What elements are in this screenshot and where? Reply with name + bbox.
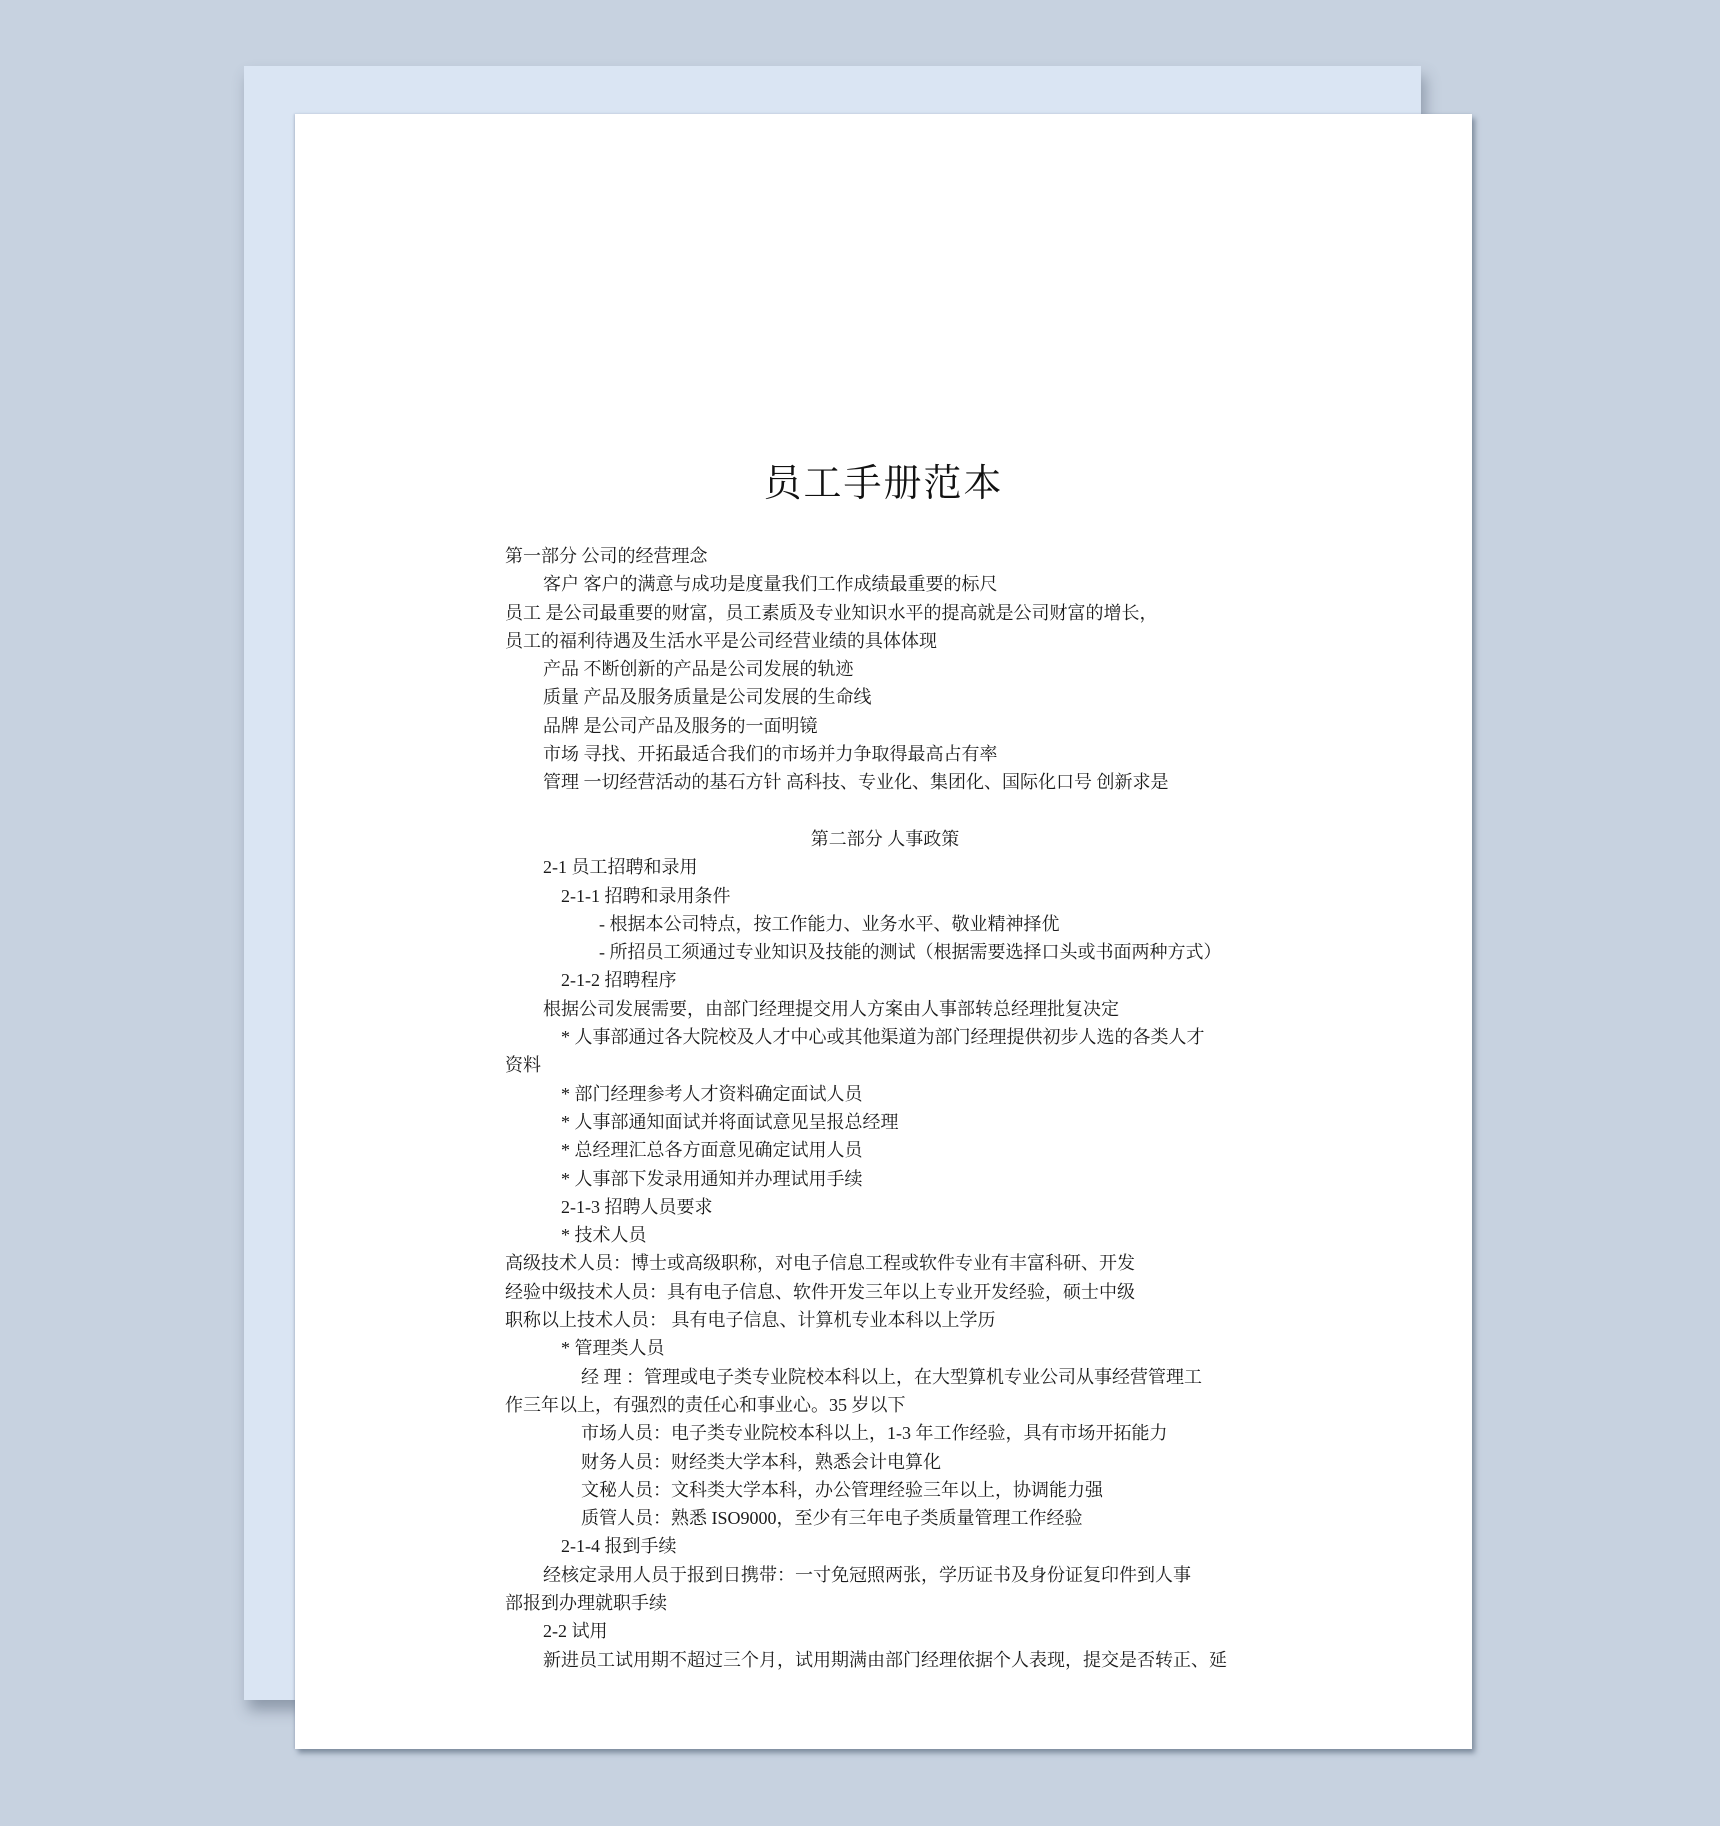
document-line: 2-1-4 报到手续	[561, 1536, 677, 1557]
document-line: - 根据本公司特点，按工作能力、业务水平、敬业精神择优	[599, 913, 1060, 934]
document-line: 产品 不断创新的产品是公司发展的轨迹	[543, 659, 854, 680]
document-line: 职称以上技术人员： 具有电子信息、计算机专业本科以上学历	[505, 1310, 996, 1331]
document-line: * 人事部下发录用通知并办理试用手续	[561, 1168, 863, 1189]
document-line: 第一部分 公司的经营理念	[505, 546, 708, 566]
document-line: 质量 产品及服务质量是公司发展的生命线	[543, 687, 872, 708]
document-line: 经核定录用人员于报到日携带：一寸免冠照两张，学历证书及身份证复印件到人事	[543, 1564, 1191, 1585]
document-line: 2-1-3 招聘人员要求	[561, 1196, 713, 1217]
document-line: 客户 客户的满意与成功是度量我们工作成绩最重要的标尺	[543, 574, 998, 595]
document-line: 员工 是公司最重要的财富，员工素质及专业知识水平的提高就是公司财富的增长，	[505, 602, 1158, 623]
front-page-sheet	[295, 114, 1472, 1749]
document-line: 管理 一切经营活动的基石方针 高科技、专业化、集团化、国际化口号 创新求是	[543, 772, 1169, 793]
document-line: 2-1-2 招聘程序	[561, 970, 677, 991]
document-line: * 部门经理参考人才资料确定面试人员	[561, 1083, 863, 1104]
document-line: 质管人员：熟悉 ISO9000，至少有三年电子类质量管理工作经验	[581, 1508, 1083, 1529]
document-line: 根据公司发展需要，由部门经理提交用人方案由人事部转总经理批复决定	[543, 998, 1119, 1019]
document-line: 新进员工试用期不超过三个月，试用期满由部门经理依据个人表现，提交是否转正、延	[543, 1649, 1227, 1670]
document-body	[505, 542, 1285, 1674]
document-line: 市场 寻找、开拓最适合我们的市场并力争取得最高占有率	[543, 744, 998, 765]
document-line: 2-2 试用	[543, 1621, 608, 1642]
document-line: * 人事部通过各大院校及人才中心或其他渠道为部门经理提供初步人选的各类人才	[561, 1027, 1205, 1048]
document-line: 资料	[505, 1055, 541, 1076]
document-title: 员工手册范本	[763, 463, 1004, 505]
document-line: - 所招员工须通过专业知识及技能的测试（根据需要选择口头或书面两种方式）	[599, 942, 1222, 963]
document-line: * 管理类人员	[561, 1338, 665, 1359]
document-line: 作三年以上，有强烈的责任心和事业心。35 岁以下	[505, 1394, 906, 1415]
document-line: 高级技术人员：博士或高级职称，对电子信息工程或软件专业有丰富科研、开发	[505, 1253, 1135, 1274]
document-line: * 人事部通知面试并将面试意见呈报总经理	[561, 1111, 899, 1132]
document-line: * 技术人员	[561, 1225, 647, 1246]
document-line	[505, 797, 1285, 825]
section-heading: 第二部分 人事政策	[810, 828, 960, 849]
document-line: 品牌 是公司产品及服务的一面明镜	[543, 715, 818, 736]
document-line: 财务人员：财经类大学本科，熟悉会计电算化	[581, 1451, 941, 1472]
document-line: 员工的福利待遇及生活水平是公司经营业绩的具体体现	[505, 630, 937, 651]
document-line: 经验中级技术人员：具有电子信息、软件开发三年以上专业开发经验，硕士中级	[505, 1281, 1135, 1302]
document-line: 2-1 员工招聘和录用	[543, 857, 698, 878]
document-line: * 总经理汇总各方面意见确定试用人员	[561, 1140, 863, 1161]
document-line: 经 理 ：管理或电子类专业院校本科以上，在大型算机专业公司从事经营管理工	[581, 1366, 1202, 1387]
document-line: 市场人员：电子类专业院校本科以上，1-3 年工作经验，具有市场开拓能力	[581, 1423, 1168, 1444]
document-line: 文秘人员：文科类大学本科，办公管理经验三年以上，协调能力强	[581, 1479, 1103, 1500]
document-line: 部报到办理就职手续	[505, 1592, 667, 1613]
document-line: 2-1-1 招聘和录用条件	[561, 885, 731, 906]
